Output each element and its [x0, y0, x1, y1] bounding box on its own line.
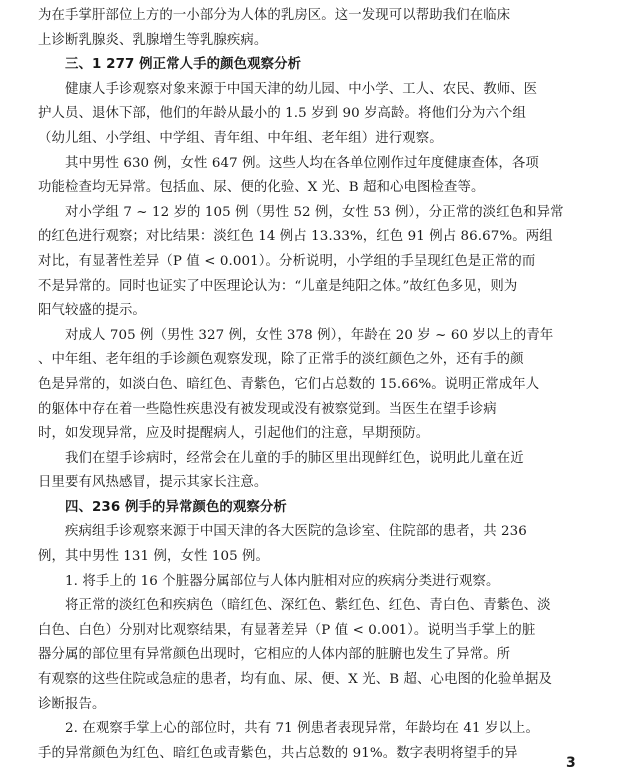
text-line: 时，如发现异常，应及时提醒病人，引起他们的注意，早期预防。 — [38, 426, 430, 442]
text-line: 1. 将手上的 16 个脏器分属部位与人体内脏相对应的疾病分类进行观察。 — [65, 573, 500, 589]
text-line: 的躯体中存在着一些隐性疾患没有被发现或没有被察觉到。当医生在望手诊病 — [38, 401, 497, 417]
text-line: 、中年组、老年组的手诊颜色观察发现，除了正常手的淡红颜色之外，还有手的颜 — [38, 352, 524, 368]
text-line: 阳气较盛的提示。 — [38, 303, 146, 319]
text-line: 色是异常的，如淡白色、暗红色、青紫色，它们占总数的 15.66%。说明正常成年人 — [38, 376, 540, 392]
text-line: 我们在望手诊病时，经常会在儿童的手的肺区里出现鲜红色，说明此儿童在近 — [65, 450, 524, 466]
text-line: 器分属的部位里有异常颜色出现时，它相应的人体内部的脏腑也发生了异常。所 — [38, 647, 511, 663]
text-line: 其中男性 630 例，女性 647 例。这些人均在各单位刚作过年度健康查体，各项 — [65, 155, 539, 171]
text-line: 上诊断乳腺炎、乳腺增生等乳腺疾病。 — [38, 32, 268, 48]
text-line: 例，其中男性 131 例，女性 105 例。 — [38, 549, 270, 565]
text-line: 将正常的淡红色和疾病色（暗红色、深红色、紫红色、红色、青白色、青紫色、淡 — [65, 598, 551, 614]
text-line: 2. 在观察手掌上心的部位时，共有 71 例患者表现异常，年龄均在 41 岁以上。 — [65, 721, 539, 737]
text-line: 对成人 705 例（男性 327 例，女性 378 例），年龄在 20 岁 ~ 60 岁以上的青年 — [65, 327, 554, 343]
text-line: 不是异常的。同时也证实了中医理论认为：“儿童是纯阳之体。”故红色多见，则为 — [38, 278, 518, 294]
text-line: 为在手掌肝部位上方的一小部分为人体的乳房区。这一发现可以帮助我们在临床 — [38, 8, 511, 23]
text-line: 护人员、退休下部，他们的年龄从最小的 1.5 岁到 90 岁高龄。将他们分为六个组 — [38, 106, 526, 122]
text-line: 白色、白色）分别对比观察结果，有显著差异（P 值 < 0.001）。说明当手掌上的脏 — [38, 622, 536, 638]
text-line: （幼儿组、小学组、中学组、青年组、中年组、老年组）进行观察。 — [38, 130, 443, 146]
text-line: 疾病组手诊观察来源于中国天津的各大医院的急诊室、住院部的患者，共 236 — [65, 524, 527, 540]
text-line: 对小学组 7 ~ 12 岁的 105 例（男性 52 例，女性 53 例），分正常的淡红色和异常 — [65, 204, 564, 220]
text-line: 手的异常颜色为红色、暗红色或青紫色，共占总数的 91%。数字表明将望手的异 — [38, 745, 518, 761]
section-heading: 三、1 277 例正常人手的颜色观察分析 — [65, 57, 302, 73]
text-line: 健康人手诊观察对象来源于中国天津的幼儿园、中小学、工人、农民、教师、医 — [65, 81, 538, 97]
text-line: 的红色进行观察；对比结果：淡红色 14 例占 13.33%，红色 91 例占 86.67%。两组 — [38, 229, 553, 245]
text-line: 诊断报告。 — [38, 696, 106, 712]
text-line: 功能检查均无异常。包括血、尿、便的化验、X 光、B 超和心电图检查等。 — [38, 180, 485, 196]
section-heading: 四、236 例手的异常颜色的观察分析 — [65, 499, 287, 515]
page-number: 3 — [566, 755, 576, 771]
text-line: 日里要有风热感冒，提示其家长注意。 — [38, 475, 268, 491]
text-line: 对比，有显著性差异（P 值 < 0.001）。分析说明，小学组的手呈现红色是正常的而 — [38, 253, 536, 269]
document-page — [38, 4, 586, 766]
text-line: 有观察的这些住院或急症的患者，均有血、尿、便、X 光、B 超、心电图的化验单据及 — [38, 672, 552, 688]
